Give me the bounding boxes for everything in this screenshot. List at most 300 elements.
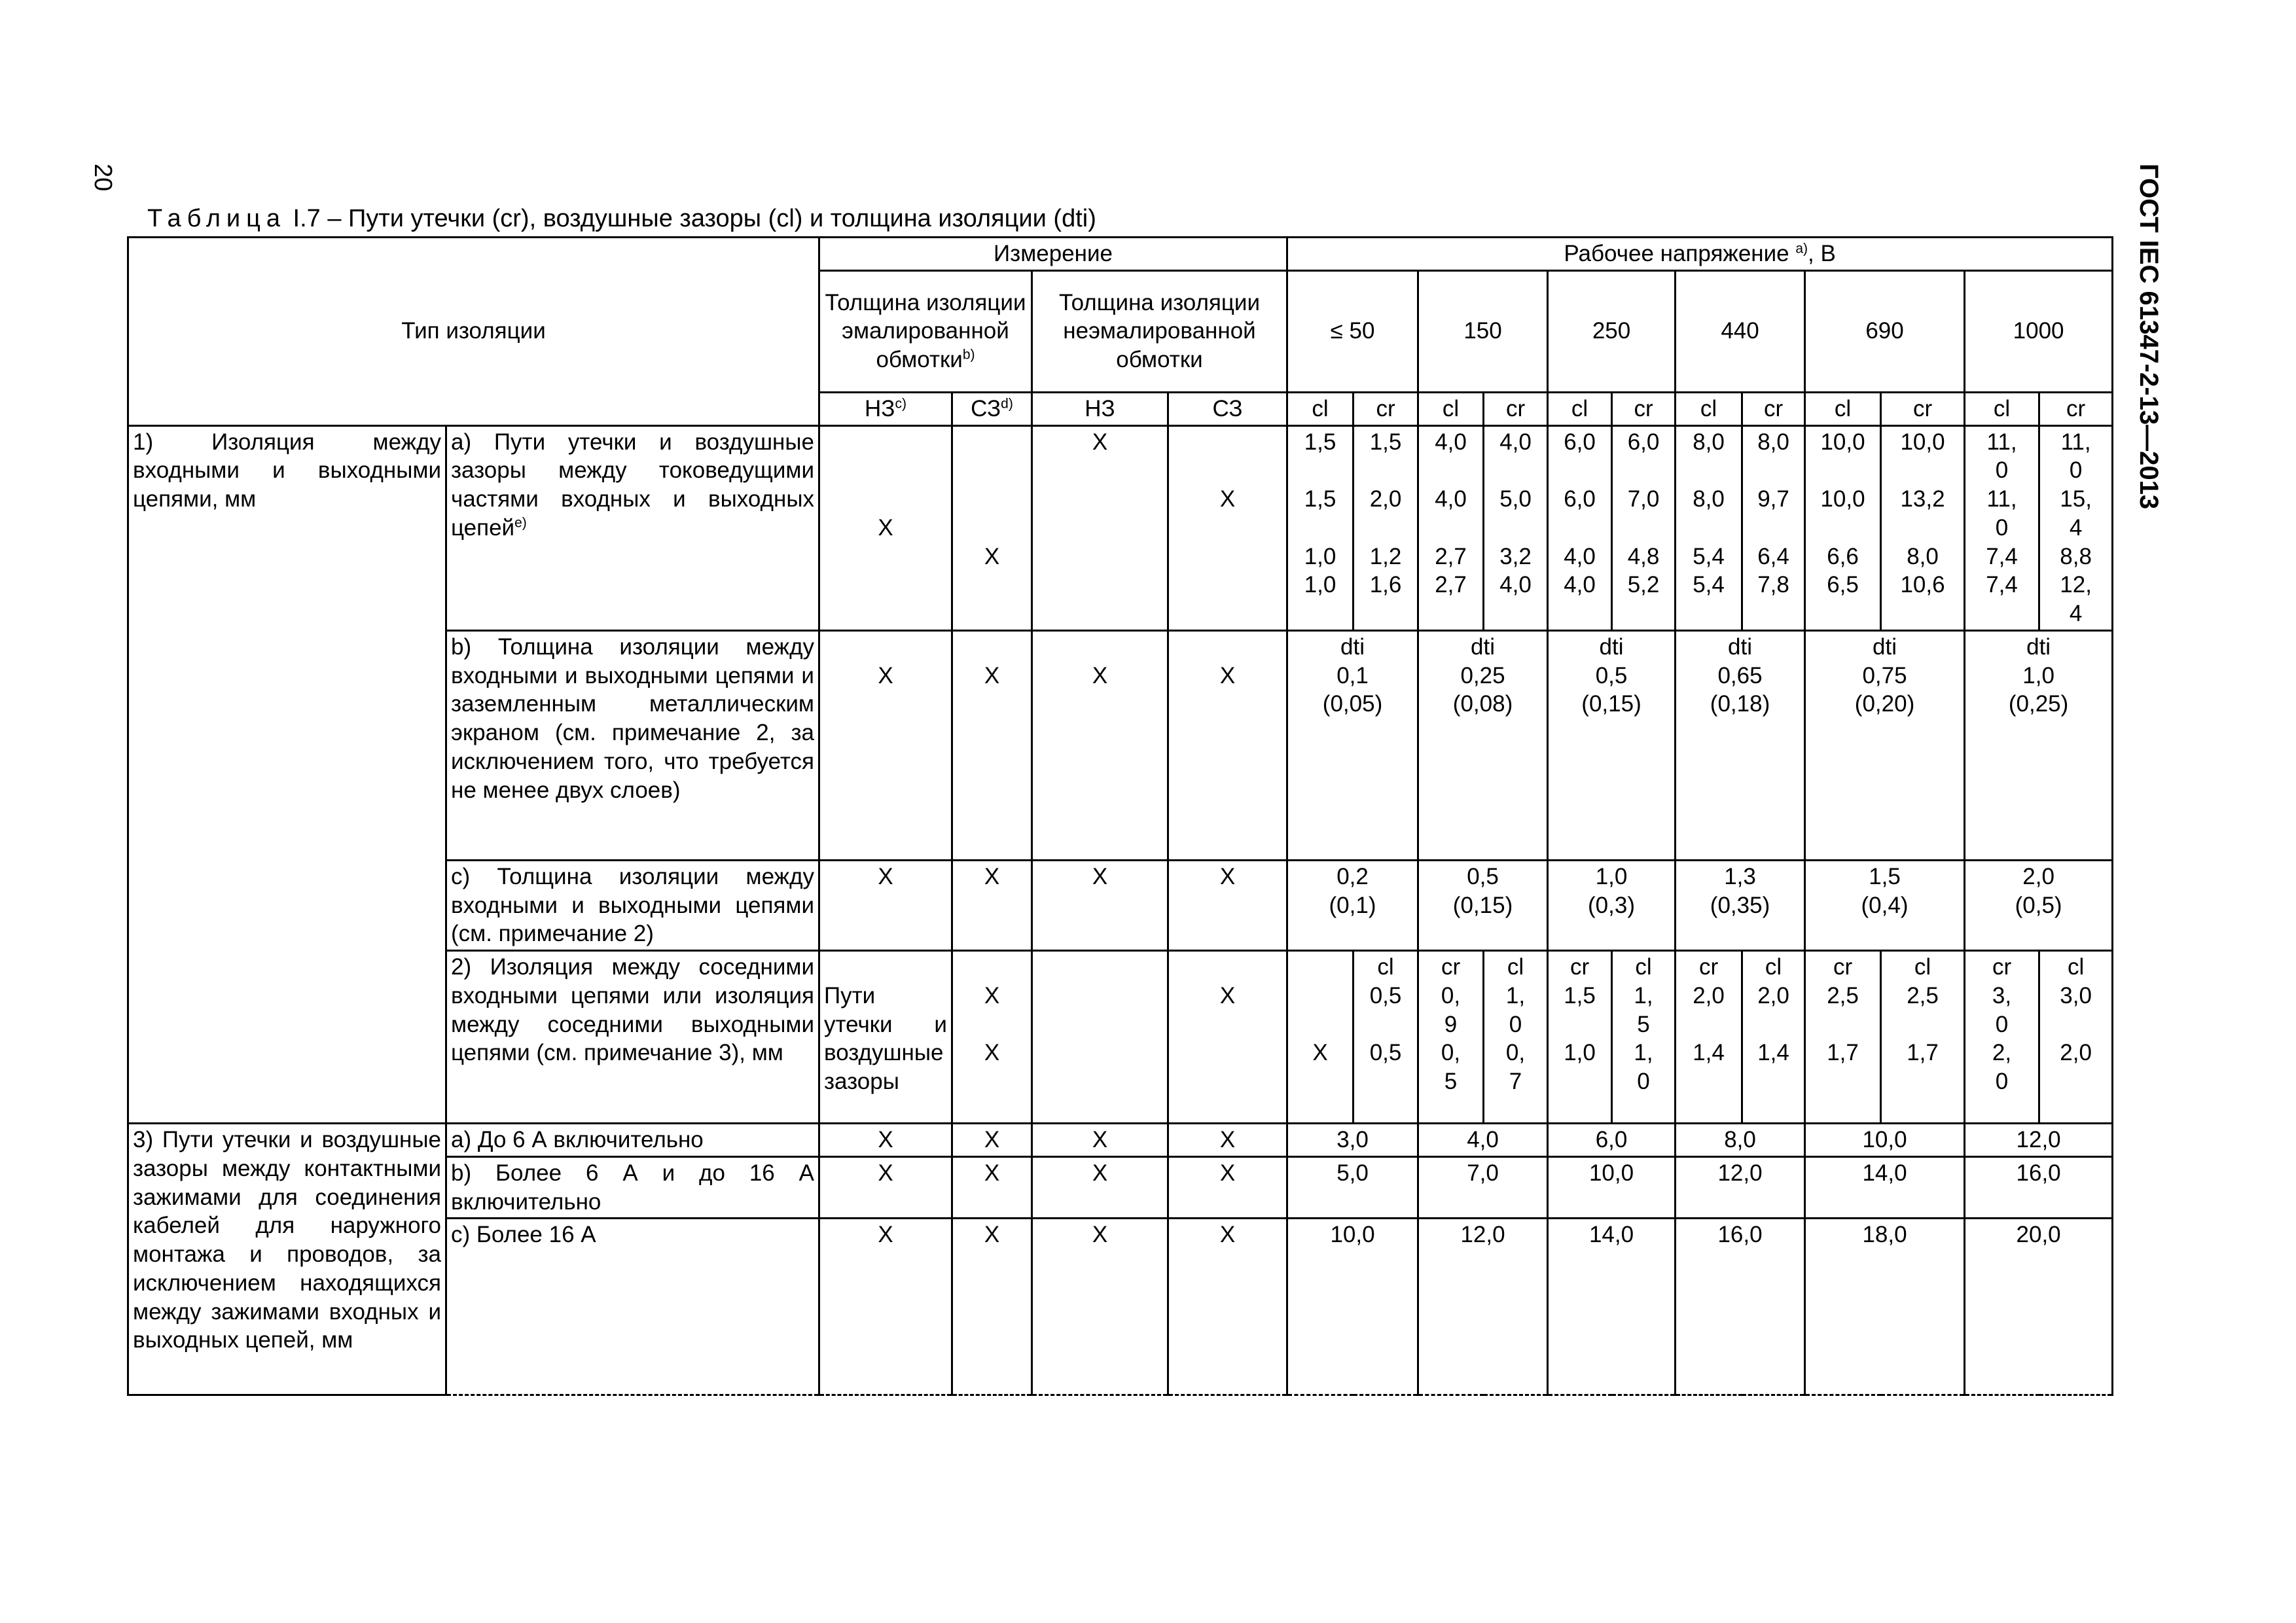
cell: 9	[1444, 1011, 1458, 1037]
cell: 8,8	[2060, 543, 2092, 569]
voltage-header: 150	[1418, 270, 1548, 392]
cell: X	[1092, 662, 1108, 688]
cr-header: cr	[1484, 392, 1548, 425]
cell	[1358, 456, 1413, 485]
row2-value-col	[1805, 951, 1881, 1124]
cell	[1292, 514, 1348, 543]
cell: 0,75	[1862, 662, 1907, 688]
row1-label: 1) Изоляция между входными и выходными цепями, мм	[128, 425, 446, 1124]
cell: 6,0	[1564, 486, 1596, 512]
row2-mark-col	[1168, 951, 1287, 1124]
row3b-value: 5,0	[1287, 1156, 1418, 1219]
cell	[1747, 514, 1800, 543]
row1b-dti-value	[1548, 630, 1676, 860]
row3b-mark: X	[819, 1156, 952, 1219]
row2-value-col	[1418, 951, 1484, 1124]
row1a-nz2-col	[1032, 425, 1168, 630]
cell: 1,5	[1869, 863, 1901, 889]
cell: 2,	[1992, 1040, 2012, 1066]
cell: 1,5	[1304, 429, 1336, 455]
cl-header: cl	[1418, 392, 1484, 425]
cell: 0,25	[1460, 662, 1505, 688]
cell: 6,4	[1757, 543, 1789, 569]
cell: 0,1	[1336, 662, 1369, 688]
row1a-value-col	[1548, 425, 1612, 630]
cr-header: cr	[1881, 392, 1965, 425]
cell: 13,2	[1900, 486, 1945, 512]
cell	[1173, 456, 1282, 485]
cr-label: cr	[1833, 954, 1853, 980]
cell: 0	[1509, 1011, 1522, 1037]
cell: 2,0	[1757, 982, 1789, 1008]
row3c-value: 18,0	[1805, 1219, 1965, 1395]
voltage-header: 440	[1676, 270, 1805, 392]
dti-label: dti	[2026, 633, 2051, 660]
cell: 4,0	[1499, 429, 1532, 455]
cell	[1810, 514, 1876, 543]
cell: (0,08)	[1452, 691, 1513, 717]
cell: 0,	[1441, 982, 1461, 1008]
cell: X	[1092, 429, 1108, 455]
row1a-value-col	[2039, 425, 2113, 630]
row1c-value	[1676, 860, 1805, 950]
cell: 4,0	[1435, 486, 1467, 512]
cell: 2,7	[1435, 572, 1467, 598]
cell: 3,	[1992, 982, 2012, 1008]
cell: (0,05)	[1322, 691, 1383, 717]
row1b-dti-value	[1676, 630, 1805, 860]
cell: 1,5	[1304, 486, 1336, 512]
row1b-mark	[1032, 630, 1168, 860]
row3c-value: 10,0	[1287, 1219, 1418, 1395]
row3a-value: 3,0	[1287, 1124, 1418, 1157]
row2-mark-col	[952, 951, 1032, 1124]
cell: X	[1219, 982, 1236, 1008]
cell: 1,0	[1304, 572, 1336, 598]
row3c-label: c) Более 16 А	[446, 1219, 819, 1395]
caption-text: I.7 – Пути утечки (cr), воздушные зазоры (cl) и толщина изоляции (dti)	[286, 205, 1096, 232]
row2-sublabel	[819, 951, 952, 1124]
working-voltage-header	[1287, 238, 2113, 271]
row3b-value: 16,0	[1965, 1156, 2113, 1219]
row1a-value-col	[1965, 425, 2039, 630]
cell: 0,65	[1717, 662, 1763, 688]
cl-header: cl	[1548, 392, 1612, 425]
cell: 0	[1995, 457, 2009, 484]
type-of-insulation-header: Тип изоляции	[128, 238, 819, 426]
row1a-value-col	[1484, 425, 1548, 630]
cell: 7	[1509, 1069, 1522, 1094]
cell: 0	[1995, 1069, 2009, 1094]
cell	[1617, 514, 1670, 543]
cell: 4,0	[1435, 429, 1467, 455]
cell: X	[1219, 486, 1236, 512]
cell: 6,6	[1827, 543, 1859, 569]
nz2-header: НЗ	[1032, 392, 1168, 425]
cell: (0,35)	[1710, 892, 1770, 918]
row1b-dti-value	[1287, 630, 1418, 860]
cell: 1,0	[1595, 863, 1628, 889]
cell	[1552, 456, 1607, 485]
row3a-value: 10,0	[1805, 1124, 1965, 1157]
row2-value-col	[1881, 951, 1965, 1124]
row1c-mark: X	[1168, 860, 1287, 950]
cell: 1,	[1505, 982, 1526, 1008]
cell: 6,0	[1564, 429, 1596, 455]
row3a-mark: X	[1032, 1124, 1168, 1157]
cell: 0,	[1505, 1040, 1526, 1066]
row1b-dti-value	[1805, 630, 1965, 860]
cell: 7,4	[1986, 572, 2018, 598]
cell: (0,15)	[1581, 691, 1641, 717]
cell: (0,20)	[1854, 691, 1915, 717]
cell	[957, 514, 1027, 543]
cell: 2,5	[1907, 982, 1939, 1008]
caption-table-word: Таблица	[147, 205, 286, 232]
cell: X	[878, 514, 893, 541]
cr-label: cr	[1441, 954, 1461, 980]
cr-header: cr	[1742, 392, 1805, 425]
cell	[1423, 514, 1479, 543]
row3a-mark: X	[1168, 1124, 1287, 1157]
cell: 1,4	[1693, 1040, 1725, 1066]
row1b-mark	[952, 630, 1032, 860]
cl-label: cl	[1765, 954, 1782, 980]
cl-header: cl	[1805, 392, 1881, 425]
row1c-value	[1287, 860, 1418, 950]
cell: 0,2	[1336, 863, 1369, 889]
table-caption	[147, 205, 1096, 233]
row1a-value-col	[1612, 425, 1676, 630]
row2-label: 2) Изоляция между соседними входными цепями или изоляция между соседними выходными цепями (см. примечание 3), мм	[446, 951, 819, 1124]
cell	[1037, 543, 1163, 571]
row2-value-col	[1548, 951, 1612, 1124]
row1c-value	[1548, 860, 1676, 950]
cell	[824, 543, 947, 571]
cell: (0,18)	[1710, 691, 1770, 717]
row1a-value-col	[1676, 425, 1742, 630]
cr-header: cr	[2039, 392, 2113, 425]
cell: 10,0	[1900, 429, 1945, 455]
cell: 1,5	[1369, 429, 1402, 455]
non-enamelled-winding-header: Толщина изоляции неэмалированной обмотки	[1032, 270, 1287, 392]
cell: (0,25)	[2008, 691, 2069, 717]
row3a-value: 12,0	[1965, 1124, 2113, 1157]
voltage-header: 690	[1805, 270, 1965, 392]
row2-value-col	[1676, 951, 1742, 1124]
row3a-label: a) До 6 А включительно	[446, 1124, 819, 1157]
row2-sublabel-text: Пути утечки и воздушные зазоры	[824, 982, 947, 1094]
cell: 8,0	[1693, 429, 1725, 455]
row1a-value-col	[1287, 425, 1354, 630]
cl-label: cl	[1507, 954, 1524, 980]
cell	[1292, 456, 1348, 485]
row1c-value	[1418, 860, 1548, 950]
cell: 1,5	[1564, 982, 1596, 1008]
row2-value-col	[2039, 951, 2113, 1124]
cell: (0,15)	[1452, 892, 1513, 918]
dti-label: dti	[1873, 633, 1897, 660]
cell: 2,0	[1693, 982, 1725, 1008]
cell	[957, 456, 1027, 485]
row2-value-col	[1965, 951, 2039, 1124]
cell: 11,	[1986, 486, 2017, 512]
row1a-text: a) Пути утечки и воздушные зазоры между токоведущими частями входных и выходных цепей	[451, 429, 814, 541]
row3a-value: 4,0	[1418, 1124, 1548, 1157]
row1b-dti-value	[1418, 630, 1548, 860]
cell: 0	[1637, 1069, 1650, 1094]
cell: 5,0	[1499, 486, 1532, 512]
cell: 1,2	[1369, 543, 1402, 569]
cell	[1552, 514, 1607, 543]
enamelled-winding-header	[819, 270, 1032, 392]
cl-label: cl	[1914, 954, 1931, 980]
cell: 1,0	[1564, 1040, 1596, 1066]
cell: (0,5)	[2015, 892, 2062, 918]
cell: 7,4	[1986, 543, 2018, 569]
row3c-mark: X	[1168, 1219, 1287, 1395]
cl-header: cl	[1965, 392, 2039, 425]
cell: 2,0	[2060, 1040, 2092, 1066]
cell: 1,7	[1827, 1040, 1859, 1066]
cell: 7,8	[1757, 572, 1789, 598]
row3c-value: 16,0	[1676, 1219, 1805, 1395]
cell: 10,6	[1900, 572, 1945, 598]
sz-label: СЗ	[971, 395, 1001, 421]
enamel-label: Толщина изоляции эмалированной обмотки	[825, 289, 1026, 373]
cell: 0,5	[1369, 1040, 1402, 1066]
cell	[824, 456, 947, 485]
insulation-table	[127, 236, 2113, 1396]
row3c-value: 20,0	[1965, 1219, 2113, 1395]
cell: 4,0	[1499, 572, 1532, 598]
row3b-mark: X	[1168, 1156, 1287, 1219]
cell: 5,2	[1627, 572, 1660, 598]
row3a	[128, 1124, 2113, 1157]
cell: 11,	[2060, 429, 2091, 455]
dti-label: dti	[1340, 633, 1365, 660]
row3a-mark: X	[952, 1124, 1032, 1157]
row3-label: 3) Пути утечки и воздушные зазоры между контактными зажимами для соединения кабелей для наружного монтажа и проводов, за исключением находящихся между зажимами входных и выходных цепей, мм	[128, 1124, 446, 1395]
cell: 6,5	[1827, 572, 1859, 598]
cell: 8,0	[1907, 543, 1939, 569]
row3b-value: 7,0	[1418, 1156, 1548, 1219]
row1c-label: c) Толщина изоляции между входными и выходными цепями (см. примечание 2)	[446, 860, 819, 950]
cell	[824, 485, 947, 514]
cell	[1810, 456, 1876, 485]
row3c-mark: X	[952, 1219, 1032, 1395]
row3c-value: 12,0	[1418, 1219, 1548, 1395]
row2-value-col	[1354, 951, 1418, 1124]
cl-header: cl	[1676, 392, 1742, 425]
cell	[1173, 428, 1282, 457]
cell: 7,0	[1627, 486, 1660, 512]
row1a-sz2-col	[1168, 425, 1287, 630]
sz-sup: d)	[1001, 396, 1013, 412]
cell	[957, 428, 1027, 457]
cell: X	[878, 662, 893, 688]
row1b-mark	[819, 630, 952, 860]
cl-label: cl	[2067, 954, 2085, 980]
row1a-sz-col	[952, 425, 1032, 630]
cell: 1,6	[1369, 572, 1402, 598]
document-side-title: ГОСТ IEC 61347-2-13—2013	[2134, 164, 2163, 510]
row3a-value: 6,0	[1548, 1124, 1676, 1157]
row1b-mark	[1168, 630, 1287, 860]
header-row-1	[128, 238, 2113, 271]
cell: (0,1)	[1329, 892, 1376, 918]
row3b-mark: X	[1032, 1156, 1168, 1219]
cr-header: cr	[1354, 392, 1418, 425]
cell: 5	[1444, 1069, 1458, 1094]
cell	[1037, 514, 1163, 543]
cell: 1,	[1634, 982, 1653, 1008]
cell: 4,0	[1564, 543, 1596, 569]
row3c-value: 14,0	[1548, 1219, 1676, 1395]
page-number: 20	[89, 164, 117, 192]
cr-label: cr	[1698, 954, 1719, 980]
cell: 4	[2069, 601, 2083, 626]
cell: 4	[2069, 514, 2083, 541]
voltage-header: 1000	[1965, 270, 2113, 392]
row1b-dti-value	[1965, 630, 2113, 860]
row3b-value: 10,0	[1548, 1156, 1676, 1219]
nz-sup: c)	[895, 396, 906, 412]
cell: 0,5	[1467, 863, 1499, 889]
cell: X	[984, 1040, 1000, 1066]
cl-label: cl	[1635, 954, 1652, 980]
cell	[1173, 514, 1282, 543]
row1a	[128, 425, 2113, 630]
cell	[1173, 543, 1282, 571]
row2-value-col	[1484, 951, 1548, 1124]
cell: 12,	[2060, 572, 2092, 598]
cell: 10,0	[1820, 429, 1865, 455]
cell: (0,3)	[1588, 892, 1635, 918]
row2-mark-col	[1032, 951, 1168, 1124]
cell	[1488, 514, 1543, 543]
cell: (0,4)	[1861, 892, 1909, 918]
dti-label: dti	[1728, 633, 1752, 660]
cell: 0,5	[1369, 982, 1402, 1008]
cell: 1,4	[1757, 1040, 1789, 1066]
row2-mark-col	[1287, 951, 1354, 1124]
row1a-nz-col	[819, 425, 952, 630]
row1a-value-col	[1354, 425, 1418, 630]
cell: 2,0	[2022, 863, 2054, 889]
cell: 6,0	[1627, 429, 1660, 455]
row3a-mark: X	[819, 1124, 952, 1157]
row1a-value-col	[1418, 425, 1484, 630]
dti-label: dti	[1599, 633, 1624, 660]
cell: 0,	[1441, 1040, 1461, 1066]
cell: X	[1219, 662, 1236, 688]
cell: X	[984, 543, 1000, 569]
cr-header: cr	[1612, 392, 1676, 425]
cell: 15,	[2060, 486, 2092, 512]
sz-header	[952, 392, 1032, 425]
cell: 0	[1995, 1011, 2009, 1037]
row1b-label: b) Толщина изоляции между входными и выходными цепями и заземленным металлическим экраном (см. примечание 2, за исключением того, что требуется не менее двух слоев)	[446, 630, 819, 860]
row3c-mark: X	[1032, 1219, 1168, 1395]
row3b-value: 14,0	[1805, 1156, 1965, 1219]
cell	[1037, 485, 1163, 514]
cell: 1,0	[2022, 662, 2054, 688]
cell	[1886, 456, 1960, 485]
cell: 0	[1995, 514, 2009, 541]
row2-value-col	[1742, 951, 1805, 1124]
row1c-value	[1805, 860, 1965, 950]
cell: 5,4	[1693, 543, 1725, 569]
enamel-sup: b)	[962, 347, 975, 363]
voltage-unit: , В	[1808, 241, 1836, 266]
cell	[1358, 514, 1413, 543]
cl-label: cl	[1377, 954, 1394, 980]
row1a-value-col	[1881, 425, 1965, 630]
sz2-header: СЗ	[1168, 392, 1287, 425]
cell: 3,0	[2060, 982, 2092, 1008]
voltage-header: 250	[1548, 270, 1676, 392]
dti-label: dti	[1471, 633, 1495, 660]
voltage-sup: а)	[1795, 241, 1808, 257]
row1c-value	[1965, 860, 2113, 950]
row1a-value-col	[1742, 425, 1805, 630]
cell: 5	[1637, 1011, 1650, 1037]
row2-value-col	[1612, 951, 1676, 1124]
cell: 1,	[1634, 1040, 1653, 1066]
cell: X	[1312, 1040, 1328, 1066]
voltage-label: Рабочее напряжение	[1564, 241, 1796, 266]
row3b-mark: X	[952, 1156, 1032, 1219]
cell: X	[984, 982, 1000, 1008]
row1c-mark: X	[819, 860, 952, 950]
measurement-header: Измерение	[819, 238, 1287, 271]
cell: 10,0	[1820, 486, 1865, 512]
row3c-mark: X	[819, 1219, 952, 1395]
cell: 3,2	[1499, 543, 1532, 569]
cell: 4,0	[1564, 572, 1596, 598]
cell	[1617, 456, 1670, 485]
cell: 8,0	[1693, 486, 1725, 512]
voltage-header: ≤ 50	[1287, 270, 1418, 392]
cell: 5,4	[1693, 572, 1725, 598]
row1a-sup: e)	[514, 515, 527, 531]
nz-label: НЗ	[865, 395, 895, 421]
cell	[1747, 456, 1800, 485]
cr-label: cr	[1992, 954, 2012, 980]
cell: 2,7	[1435, 543, 1467, 569]
cr-label: cr	[1570, 954, 1590, 980]
cell: 2,5	[1827, 982, 1859, 1008]
cell: 2,0	[1369, 486, 1402, 512]
cell	[1037, 456, 1163, 485]
row1a-value-col	[1805, 425, 1881, 630]
row3b-value: 12,0	[1676, 1156, 1805, 1219]
cell	[1680, 456, 1737, 485]
cell	[1423, 456, 1479, 485]
nz-header	[819, 392, 952, 425]
cell	[1886, 514, 1960, 543]
cell: 0,5	[1595, 662, 1628, 688]
cell	[824, 428, 947, 457]
cell: X	[984, 662, 1000, 688]
cell: 4,8	[1627, 543, 1660, 569]
cell: 1,7	[1907, 1040, 1939, 1066]
cell: 1,3	[1724, 863, 1756, 889]
row1a-label	[446, 425, 819, 630]
cell: 9,7	[1757, 486, 1789, 512]
cl-header: cl	[1287, 392, 1354, 425]
